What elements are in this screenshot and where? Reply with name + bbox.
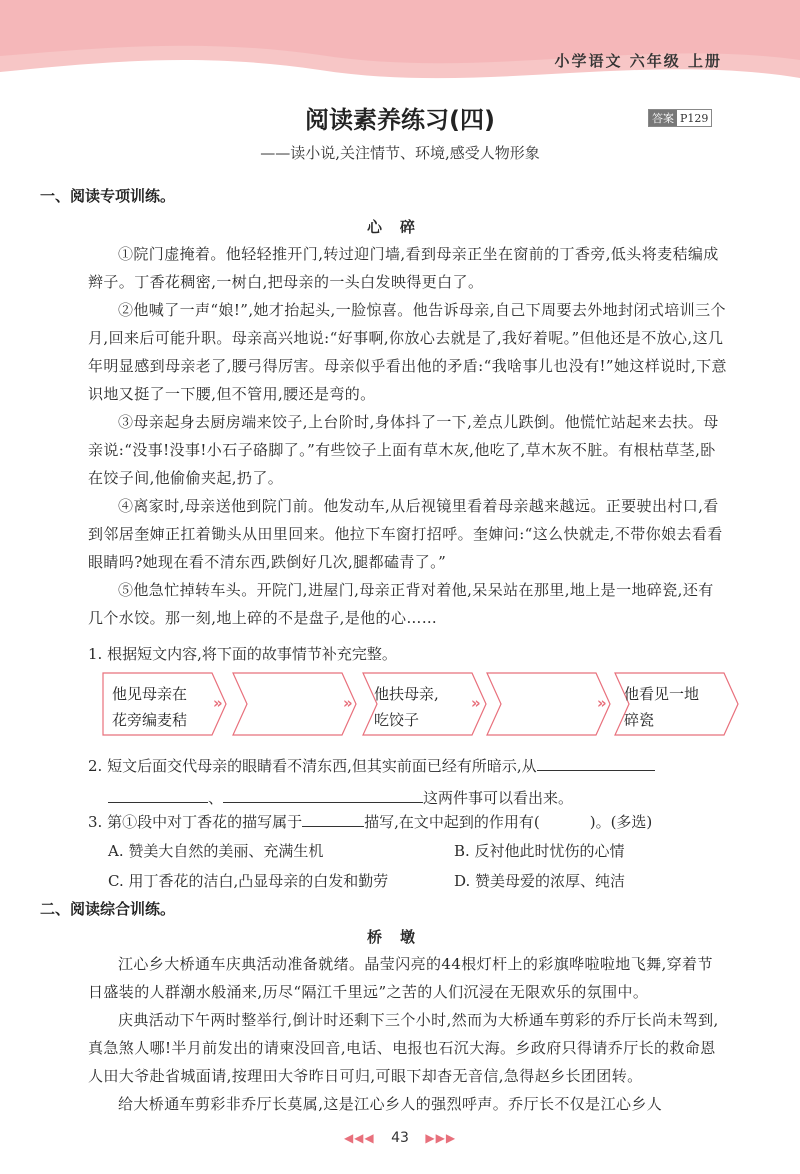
article2-paragraph-1: 江心乡大桥通车庆典活动准备就绪。晶莹闪亮的44根灯杆上的彩旗哗啦啦地飞舞,穿着节日盛装的人群潮水般涌来,历尽“隔江千里远”之苦的人们沉浸在无限欢乐的氛围中。 [88, 955, 713, 1001]
option-d[interactable]: D. 赞美母爱的浓厚、纯洁 [454, 872, 626, 890]
option-c[interactable]: C. 用丁香花的洁白,凸显母亲的白发和勤劳 [108, 872, 389, 890]
page-number: 43 [391, 1130, 409, 1146]
plot-step-1-line1: 他见母亲在 [112, 685, 188, 703]
arrow-2: » [343, 694, 353, 712]
plot-step-5-text [624, 681, 699, 733]
question-3 [88, 808, 738, 836]
page-footer [0, 1130, 800, 1146]
plot-step-2-blank[interactable] [232, 672, 358, 736]
header-subject: 小学语文 六年级 上册 [554, 52, 722, 70]
question-2-blank-3[interactable] [223, 784, 423, 803]
plot-step-3-line2: 吃饺子 [374, 711, 420, 729]
article1-title: 心碎 [366, 218, 433, 236]
plot-step-1-text [112, 681, 187, 733]
page-subtitle: ——读小说,关注情节、环境,感受人物形象 [260, 144, 540, 162]
question-2-blank-2[interactable] [108, 784, 208, 803]
question-3-blank-type[interactable] [302, 808, 364, 827]
article2-title: 桥墩 [366, 928, 433, 946]
arrow-4: » [597, 694, 607, 712]
option-a[interactable]: A. 赞美大自然的美丽、充满生机 [108, 842, 324, 860]
article2-paragraph-3: 给大桥通车剪彩非乔厅长莫属,这是江心乡人的强烈呼声。乔厅长不仅是江心乡人 [118, 1095, 663, 1113]
plot-step-1-line2: 花旁编麦秸 [112, 711, 188, 729]
section1-heading: 一、阅读专项训练。 [40, 187, 176, 205]
section2-heading: 二、阅读综合训练。 [40, 900, 176, 918]
option-b[interactable]: B. 反衬他此时忧伤的心情 [454, 842, 625, 860]
answer-page: P129 [680, 111, 709, 125]
plot-step-3-text [374, 681, 439, 733]
article1-paragraph-1: ①院门虚掩着。他轻轻推开门,转过迎门墙,看到母亲正坐在窗前的丁香旁,低头将麦秸编成辫子。丁香花稠密,一树白,把母亲的一头白发映得更白了。 [88, 245, 719, 291]
article1-paragraph-4: ④离家时,母亲送他到院门前。他发动车,从后视镜里看着母亲越来越远。正要驶出村口,看到邻居奎婶正扛着锄头从田里回来。他拉下车窗打招呼。奎婶问:“这么快就走,不带你娘去看看眼睛吗?她现在看不清东西,跌倒好几次,腿都磕青了。” [88, 497, 723, 571]
article1-paragraph-2: ②他喊了一声“娘!”,她才抬起头,一脸惊喜。他告诉母亲,自己下周要去外地封闭式培训三个月,回来后可能升职。母亲高兴地说:“好事啊,你放心去就是了,我好着呢。”但他还是不放心,这几年明显感到母亲老了,腰弓得厉害。母亲似乎看出他的矛盾:“我啥事儿也没有!”她这样说时,下意识地又挺了一下腰,但不管用,腰还是弯的。 [88, 301, 727, 403]
answer-label: 答案 [649, 110, 677, 126]
plot-step-4-blank[interactable] [486, 672, 612, 736]
answer-tag[interactable] [648, 109, 712, 127]
article2-paragraph-2: 庆典活动下午两时整举行,倒计时还剩下三个小时,然而为大桥通车剪彩的乔厅长尚未驾到,真急煞人哪!半月前发出的请柬没回音,电话、电报也石沉大海。乡政府只得请乔厅长的救命恩人田大爷赴省城面请,按理田大爷昨日可归,可眼下却杳无音信,急得赵乡长团团转。 [88, 1011, 719, 1085]
question-2-text-1: 2. 短文后面交代母亲的眼睛看不清东西,但其实前面已经有所暗示,从 [88, 757, 537, 775]
plot-step-3-line1: 他扶母亲, [374, 685, 439, 703]
question-2 [88, 752, 738, 780]
plot-step-5-line2: 碎瓷 [624, 711, 655, 729]
prev-arrows-icon: ◀◀◀ [343, 1131, 375, 1145]
header-banner [0, 0, 800, 90]
question-1: 1. 根据短文内容,将下面的故事情节补充完整。 [88, 645, 397, 663]
arrow-3: » [471, 694, 481, 712]
article1-paragraph-5: ⑤他急忙掉转车头。开院门,进屋门,母亲正背对着他,呆呆站在那里,地上是一地碎瓷,还有几个水饺。那一刻,地上碎的不是盘子,是他的心…… [88, 581, 714, 627]
arrow-1: » [213, 694, 223, 712]
question-3-text-2: 描写,在文中起到的作用有( [364, 813, 540, 831]
question-2-text-2: 这两件事可以看出来。 [423, 789, 574, 807]
question-3-text-3: )。(多选) [589, 813, 653, 831]
next-arrows-icon: ▶▶▶ [425, 1131, 457, 1145]
question-2-blank-1[interactable] [537, 752, 655, 771]
page-title: 阅读素养练习(四) [305, 106, 495, 134]
plot-step-5-line1: 他看见一地 [624, 685, 700, 703]
article1-paragraph-3: ③母亲起身去厨房端来饺子,上台阶时,身体抖了一下,差点儿跌倒。他慌忙站起来去扶。母亲说:“没事!没事!小石子硌脚了。”有些饺子上面有草木灰,他吃了,草木灰不脏。有根枯草茎,卧在饺子间,他偷偷夹起,扔了。 [88, 413, 719, 487]
question-3-text-1: 3. 第①段中对丁香花的描写属于 [88, 813, 303, 831]
question-2-separator: 、 [208, 789, 224, 807]
